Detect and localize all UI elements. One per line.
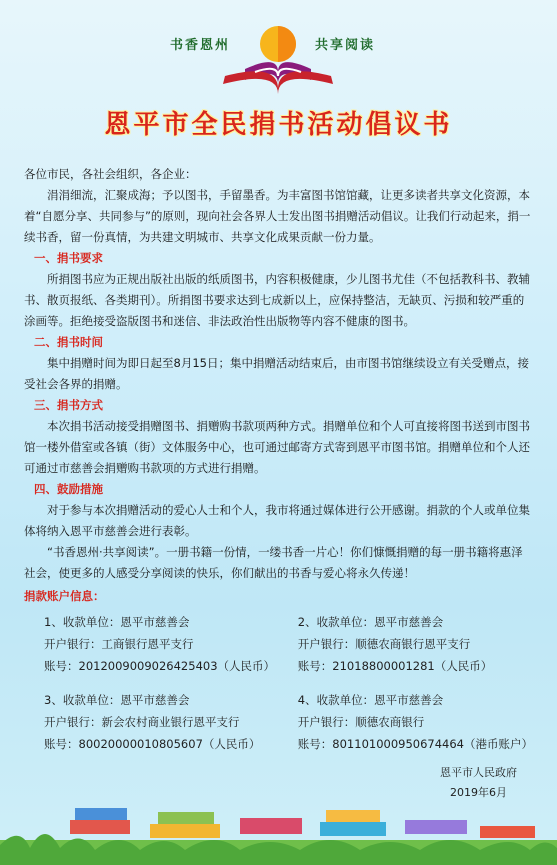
greeting: 各位市民，各社会组织，各企业：	[24, 167, 197, 181]
closing-paragraph: “书香恩州·共享阅读”。一册书籍一份情，一缕书香一片心！你们慷慨捐赠的每一册书籍将惠泽社会，使更多的人感受分享阅读的快乐，你们献出的书香与爱心将永久传递！	[24, 545, 523, 580]
section-heading: 四、鼓励措施	[34, 482, 103, 496]
section-body: 集中捐赠时间为即日起至8月15日；集中捐赠活动结束后，由市图书馆继续设立有关受赠点，接受社会各界的捐赠。	[24, 356, 529, 391]
slogan-left: 书香恩州	[170, 38, 231, 53]
section-body: 所捐图书应为正规出版社出版的纸质图书，内容积极健康，少儿图书尤佳（不包括教科书、教辅书、散页报纸、各类期刊）。所捐图书要求达到七成新以上，应保持整洁，无缺页、污损和较严重的涂画等。拒绝接受盗版图书和迷信、非法政治性出版物等内容不健康的图书。	[24, 272, 530, 328]
section-body: 本次捐书活动接受捐赠图书、捐赠购书款项两种方式。捐赠单位和个人可直接将图书送到市图书馆一楼外借室或各镇（街）文体服务中心，也可通过邮寄方式寄到恩平市图书馆。捐赠单位和个人还可通过市慈善会捐赠购书款项的方式进行捐赠。	[24, 419, 530, 475]
section-body: 对于参与本次捐赠活动的爱心人士和个人，我市将通过媒体进行公开感谢。捐款的个人或单位集体将纳入恩平市慈善会进行表彰。	[24, 503, 530, 538]
account-number: 账号：80020000010805607（人民币）	[44, 737, 261, 751]
donation-title: 捐款账户信息：	[24, 589, 105, 603]
account-unit: 1、收款单位：恩平市慈善会	[44, 615, 190, 629]
account-unit: 4、收款单位：恩平市慈善会	[297, 693, 444, 707]
account-card	[298, 611, 533, 677]
account-bank: 开户银行：工商银行恩平支行	[44, 637, 194, 651]
intro-paragraph: 涓涓细流，汇聚成海；予以图书，手留墨香。为丰富图书馆馆藏，让更多读者共享文化资源，本着“自愿分享、共同参与”的原则，现向社会各界人士发出图书捐赠活动倡议。让我们行动起来，捐一续书香，留一份真情，为共建文明城市、共享文化成果贡献一份力量。	[24, 188, 531, 244]
account-unit: 2、收款单位：恩平市慈善会	[297, 615, 444, 629]
account-number: 账号：2012009009026425403（人民币）	[44, 659, 276, 673]
account-list	[24, 611, 533, 755]
section-heading: 一、捐书要求	[34, 251, 103, 265]
books-grass-decoration	[0, 790, 557, 865]
account-card	[44, 611, 278, 677]
account-bank: 开户银行：顺德农商银行	[297, 715, 425, 729]
signature-org: 恩平市人民政府	[440, 766, 517, 779]
section-heading: 三、捐书方式	[34, 398, 103, 412]
letter-body	[24, 164, 533, 584]
account-unit: 3、收款单位：恩平市慈善会	[44, 693, 190, 707]
account-bank: 开户银行：顺德农商银行恩平支行	[297, 637, 471, 651]
section-heading: 二、捐书时间	[34, 335, 103, 349]
account-number: 账号：21018800001281（人民币）	[297, 659, 493, 673]
signature-date: 2019年6月	[450, 786, 507, 799]
logo-banner	[0, 6, 557, 96]
open-book-with-sun-icon	[185, 14, 375, 96]
slogan-right: 共享阅读	[315, 38, 376, 53]
page-title: 恩平市全民捐书活动倡议书	[104, 110, 453, 140]
account-bank: 开户银行：新会农村商业银行恩平支行	[44, 715, 240, 729]
account-card	[44, 689, 278, 755]
account-number: 账号：801101000950674464（港币账户）	[297, 737, 533, 751]
donation-info	[24, 585, 533, 755]
account-card	[298, 689, 533, 755]
